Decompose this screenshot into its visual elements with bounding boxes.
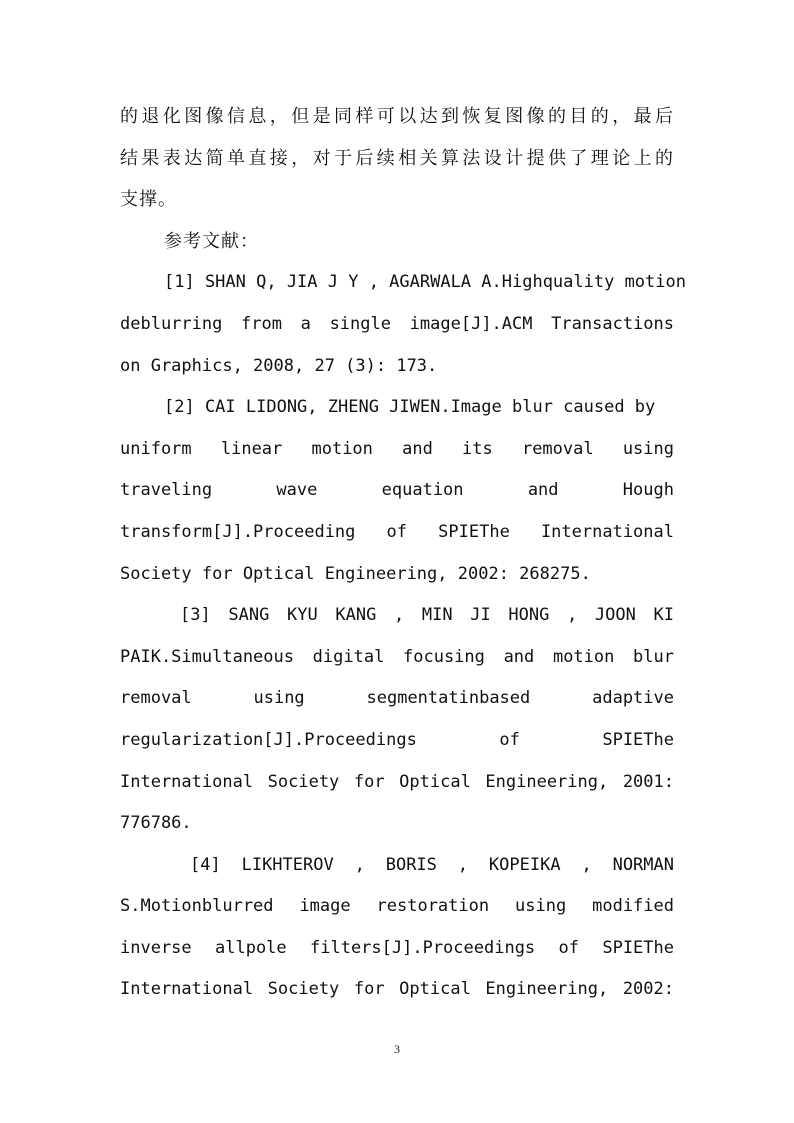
reference-item	[120, 595, 674, 845]
body-line: 支撑。	[120, 189, 177, 211]
references-section	[120, 221, 686, 1011]
reference-line: [2] CAI LIDONG, ZHENG JIWEN.Image blur caused by	[164, 397, 656, 418]
reference-line: [1] SHAN Q, JIA J Y , AGARWALA A.Highquality motion	[164, 272, 686, 293]
reference-line: uniform linear motion and its removal using	[120, 438, 674, 459]
reference-item	[120, 262, 686, 387]
reference-item	[120, 845, 674, 1011]
reference-line: removal using segmentatinbased adaptive	[120, 688, 674, 709]
reference-line: Society for Optical Engineering, 2002: 268275.	[120, 563, 591, 584]
body-line: 结果表达简单直接，对于后续相关算法设计提供了理论上的	[120, 147, 674, 169]
reference-line: 776786.	[120, 813, 192, 834]
reference-line: regularization[J].Proceedings of SPIEThe	[120, 729, 674, 750]
body-paragraph	[120, 96, 674, 221]
body-line: 的退化图像信息，但是同样可以达到恢复图像的目的，最后	[120, 106, 674, 127]
reference-line: [4] LIKHTEROV , BORIS , KOPEIKA , NORMAN	[190, 854, 674, 875]
reference-line: traveling wave equation and Hough	[120, 480, 674, 501]
reference-line: International Society for Optical Engineering, 2002:	[120, 979, 674, 1000]
reference-line: PAIK.Simultaneous digital focusing and motion blur	[120, 646, 674, 667]
reference-line: deblurring from a single image[J].ACM Transactions	[120, 313, 674, 334]
reference-line: inverse allpole filters[J].Proceedings of SPIEThe	[120, 937, 674, 958]
reference-line: [3] SANG KYU KANG , MIN JI HONG , JOON KI	[180, 605, 674, 626]
page-number: 3	[394, 1042, 400, 1056]
reference-line: S.Motionblurred image restoration using modified	[120, 896, 674, 917]
reference-line: on Graphics, 2008, 27 (3): 173.	[120, 355, 438, 376]
reference-line: transform[J].Proceeding of SPIEThe International	[120, 521, 674, 542]
reference-line: International Society for Optical Engineering, 2001:	[120, 771, 674, 792]
page-content	[120, 96, 686, 1011]
references-heading: 参考文献：	[164, 230, 259, 252]
reference-item	[120, 387, 674, 595]
